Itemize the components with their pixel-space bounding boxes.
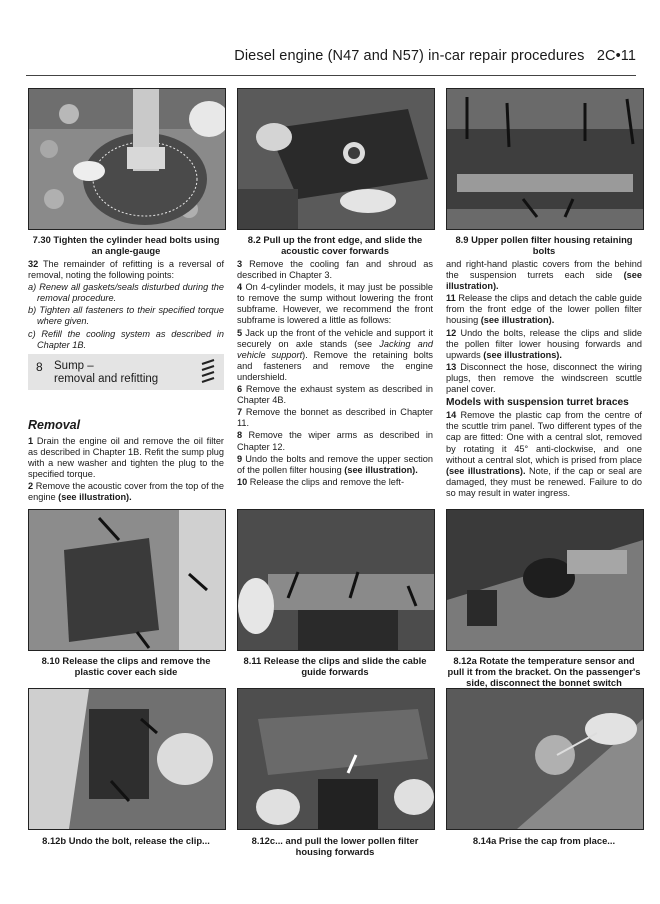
- step-1-text: Drain the engine oil and remove the oil filter as described in Chapter 1B. Refit the sump plug with a new washer and tighten the plug to the specified torque.: [28, 436, 224, 480]
- step-number: 13: [446, 361, 457, 372]
- step-number: 7: [237, 407, 243, 418]
- caption-8-12a: 8.12a Rotate the temperature sensor and pull it from the bracket. On the passenger's side, disconnect the bonnet switch: [447, 655, 641, 688]
- illustration-ref: (see illustrations).: [483, 349, 562, 360]
- column-1-removal-text: [28, 436, 224, 505]
- step-13-text: Disconnect the hose, disconnect the wiring plugs, then remove the windscreen scuttle panel cover.: [446, 361, 642, 395]
- header-title: Diesel engine (N47 and N57) in-car repair procedures: [234, 48, 585, 64]
- caption-8-12b: 8.12b Undo the bolt, release the clip...: [42, 835, 210, 846]
- caption-8-11: 8.11 Release the clips and slide the cable guide forwards: [243, 655, 427, 677]
- caption-8-10: 8.10 Release the clips and remove the plastic cover each side: [41, 655, 211, 677]
- step-3-text: Remove the cooling fan and shroud as described in Chapter 3.: [237, 259, 433, 281]
- list-marker: a): [28, 282, 37, 293]
- photo-plastic-cover-clips: [28, 509, 226, 651]
- photo-cylinder-head-angle-gauge: [28, 88, 226, 230]
- photo-image: [29, 89, 225, 229]
- column-3-text: [446, 259, 642, 500]
- step-14-text: Remove the plastic cap from the centre of the scuttle trim panel. Two different types of the cap are fitted: One with a central slot, removed by rotating it 45° anti-clockwise, and one without a central slot, which is prised from place: [446, 410, 642, 465]
- step-number: 14: [446, 410, 457, 421]
- illustration-ref: (see illustration).: [344, 464, 418, 475]
- photo-image: [238, 510, 434, 650]
- photo-prise-cap: [446, 688, 644, 830]
- list-marker: b): [28, 305, 37, 316]
- list-item: Tighten all fasteners to their specified torque where given.: [37, 305, 224, 327]
- caption-8-12c: 8.12c... and pull the lower pollen filter housing forwards: [251, 835, 419, 857]
- list-item: Renew all gaskets/seals disturbed during the removal procedure.: [37, 282, 224, 304]
- caption-8-14a: 8.14a Prise the cap from place...: [472, 835, 616, 846]
- step-number: 4: [237, 282, 243, 293]
- photo-acoustic-cover: [237, 88, 435, 230]
- photo-cable-guide: [237, 509, 435, 651]
- step-number: 5: [237, 327, 243, 338]
- illustration-ref: (see illustration).: [446, 270, 642, 292]
- photo-image: [29, 510, 225, 650]
- step-12-text: Undo the bolts, release the clips and slide the pollen filter lower housing forwards and upwards: [446, 327, 642, 360]
- step-14-note: Note, if the cap or seal are damaged, they must be renewed. Failure to do so may result in water ingress.: [446, 465, 642, 498]
- illustration-ref: (see illustrations).: [446, 465, 526, 476]
- step-number: 3: [237, 259, 243, 269]
- section-title-line-1: Sump –: [54, 360, 94, 372]
- step-6-text: Remove the exhaust system as described in Chapter 4B.: [237, 384, 433, 406]
- caption-7-30: 7.30 Tighten the cylinder head bolts using an angle-gauge: [32, 234, 220, 256]
- header-rule: [26, 75, 636, 76]
- subheading-turret-braces: Models with suspension turret braces: [446, 397, 629, 409]
- step-number: 8: [237, 430, 243, 441]
- step-number: 9: [237, 453, 243, 464]
- column-2-text: [237, 259, 433, 489]
- step-9-text: Undo the bolts and remove the upper section of the pollen filter housing: [237, 453, 433, 475]
- photo-image: [238, 689, 434, 829]
- step-number: 11: [446, 293, 456, 304]
- step-number: 12: [446, 327, 457, 338]
- step-number: 32: [28, 259, 39, 269]
- step-number: 10: [237, 476, 248, 487]
- photo-image: [29, 689, 225, 829]
- photo-image: [447, 89, 643, 229]
- step-7-text: Remove the bonnet as described in Chapter 11.: [237, 407, 433, 429]
- photo-image: [447, 689, 643, 829]
- caption-8-2: 8.2 Pull up the front edge, and slide the acoustic cover forwards: [247, 234, 423, 256]
- step-number: 2: [28, 481, 34, 492]
- spanner-difficulty-icon: [199, 358, 217, 386]
- caption-8-9: 8.9 Upper pollen filter housing retaining bolts: [455, 234, 633, 256]
- photo-image: [238, 89, 434, 229]
- column-1-text: [28, 259, 224, 352]
- list-item: Refill the cooling system as described in Chapter 1B.: [37, 328, 224, 350]
- section-title: [54, 360, 158, 386]
- removal-heading: Removal: [28, 418, 81, 432]
- step-number: 1: [28, 436, 34, 446]
- photo-bolt-clip: [28, 688, 226, 830]
- page-number: 2C•11: [596, 48, 636, 64]
- section-title-line-2: removal and refitting: [54, 373, 159, 385]
- list-marker: c): [28, 328, 36, 339]
- photo-lower-pollen-filter: [237, 688, 435, 830]
- page-header: [26, 48, 636, 64]
- step-8-text: Remove the wiper arms as described in Chapter 12.: [237, 430, 433, 452]
- section-number: 8: [36, 360, 43, 374]
- step-32-text: The remainder of refitting is a reversal of removal, noting the following points:: [28, 259, 225, 281]
- step-11-text: Release the clips and detach the cable guide from the front edge of the lower pollen filter housing: [446, 293, 642, 326]
- step-5-text: Jack up the front of the vehicle and support it securely on axle stands (see: [237, 327, 433, 349]
- step-10-text: Release the clips and remove the left-: [249, 476, 405, 487]
- step-5-text-end: ). Remove the retaining bolts and fasteners and remove the engine undershield.: [237, 349, 433, 382]
- photo-pollen-filter-bolts: [446, 88, 644, 230]
- step-5-italic-ref: Jacking and vehicle support: [237, 338, 433, 360]
- step-10-continued-text: and right-hand plastic covers from the behind the suspension turrets each side: [446, 259, 642, 281]
- step-4-text: On 4-cylinder models, it may just be possible to remove the sump without lowering the front subframe. However, we recommend the front subframe is lowered a little as follows:: [237, 282, 433, 326]
- section-heading-box: [28, 354, 224, 390]
- illustration-ref: (see illustration).: [480, 315, 555, 326]
- step-2-text: Remove the acoustic cover from the top of the engine: [28, 481, 224, 503]
- photo-image: [447, 510, 643, 650]
- illustration-ref: (see illustration).: [58, 492, 132, 503]
- photo-temperature-sensor: [446, 509, 644, 651]
- step-number: 6: [237, 384, 243, 395]
